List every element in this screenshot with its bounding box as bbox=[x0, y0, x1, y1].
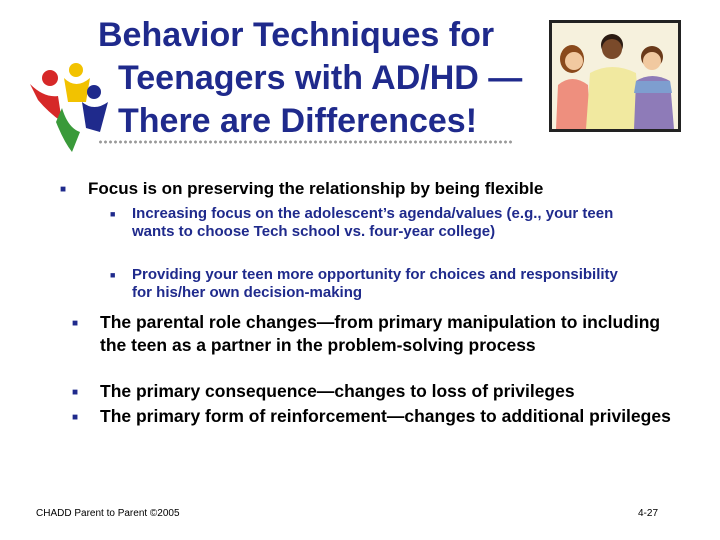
title-line-1: Behavior Techniques for bbox=[98, 16, 495, 54]
bullet-3 bbox=[72, 380, 672, 403]
square-bullet-icon: ■ bbox=[110, 270, 116, 280]
title-line-2: Teenagers with AD/HD — bbox=[118, 59, 523, 97]
bullet-text: The parental role changes—from primary manipulation to including the teen as a partner in the problem-solving process bbox=[100, 312, 661, 355]
square-bullet-icon: ■ bbox=[60, 184, 67, 195]
square-bullet-icon: ■ bbox=[72, 412, 79, 423]
slide-number: 4-27 bbox=[638, 508, 659, 519]
bullet-text: Focus is on preserving the relationship by being flexible bbox=[88, 179, 544, 198]
bullet-text: The primary form of reinforcement—changes to additional privileges bbox=[100, 406, 671, 426]
bullet-4 bbox=[72, 405, 672, 428]
footer-copyright: CHADD Parent to Parent ©2005 bbox=[36, 508, 180, 519]
square-bullet-icon: ■ bbox=[72, 387, 79, 398]
square-bullet-icon: ■ bbox=[110, 209, 116, 219]
bullet-1 bbox=[60, 177, 680, 200]
sub-bullet-text: Providing your teen more opportunity for choices and responsibility for his/her own decision-making bbox=[132, 266, 618, 301]
title-dotted-rule bbox=[98, 140, 512, 144]
slide-title bbox=[88, 14, 548, 143]
sub-bullet-2 bbox=[110, 266, 630, 302]
sub-bullet-text: Increasing focus on the adolescent’s agenda/values (e.g., your teen wants to choose Tech school vs. four-year college) bbox=[132, 205, 614, 240]
bullet-text: The primary consequence—changes to loss of privileges bbox=[100, 381, 575, 401]
square-bullet-icon: ■ bbox=[72, 318, 79, 329]
title-line-3: There are Differences! bbox=[118, 102, 478, 140]
sub-bullet-1 bbox=[110, 205, 630, 241]
bullet-2 bbox=[72, 311, 672, 357]
teenagers-clipart bbox=[549, 20, 681, 132]
